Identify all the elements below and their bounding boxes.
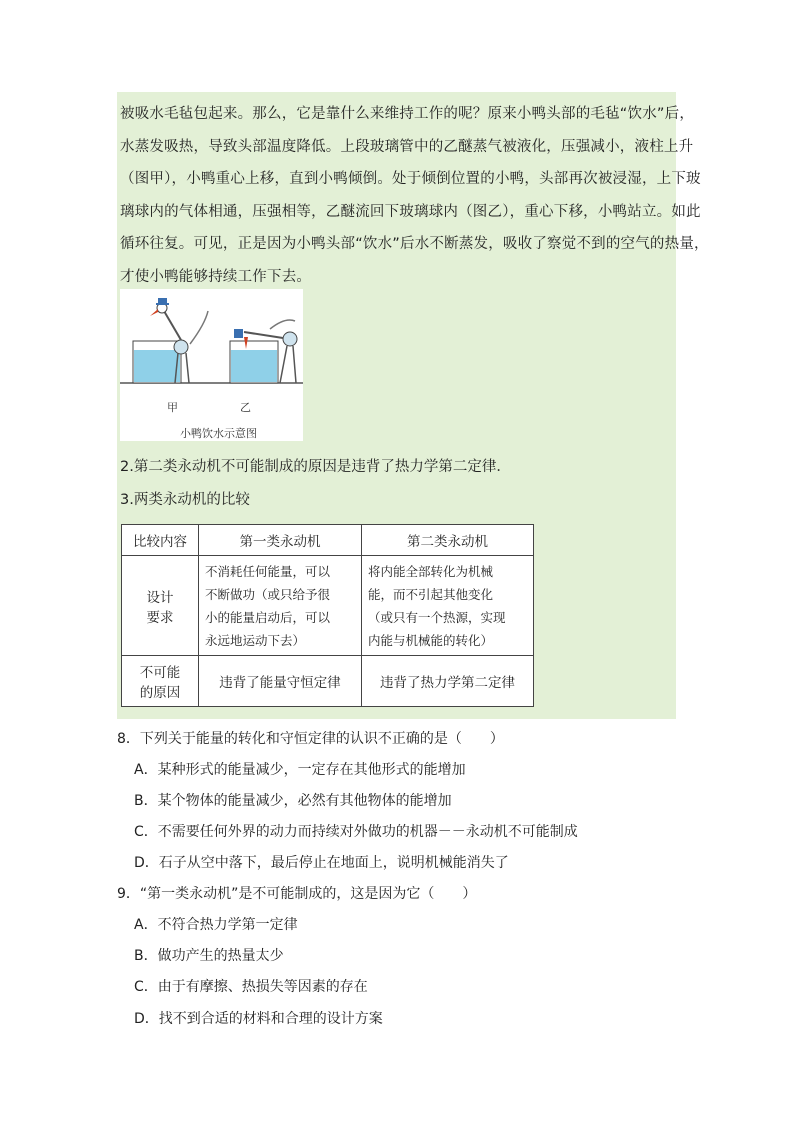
question-8-option-b: B．某个物体的能量减少，必然有其他物体的能增加 [134,793,452,809]
question-8-option-c: C．不需要任何外界的动力而持续对外做功的机器－－永动机不可能制成 [134,824,578,840]
paragraph-line: 循环往复。可见，正是因为小鸭头部“饮水”后水不断蒸发，吸收了察觉不到的空气的热量， [120,236,709,252]
table-header-cell: 第一类永动机 [199,525,362,556]
row-label-line: 要求 [146,609,174,626]
question-8-stem: 8．下列关于能量的转化和守恒定律的认识不正确的是（ ） [117,731,504,747]
row-label-line: 不可能 [139,665,181,681]
cell-line: 不消耗任何能量，可以 [205,563,331,579]
drinking-bird-illustration [120,289,303,441]
question-9-option-a: A．不符合热力学第一定律 [134,917,298,933]
question-8-option-a: A．某种形式的能量减少，一定存在其他形式的能增加 [134,762,466,778]
row-label-line: 设计 [146,589,174,606]
table-cell: 违背了热力学第二定律 [362,656,534,707]
cell-line: （或只有一个热源，实现 [368,609,506,625]
paragraph-line: 才使小鸭能够持续工作下去。 [120,268,312,285]
question-9-option-b: B．做功产生的热量太少 [134,948,284,964]
point-3: 3.两类永动机的比较 [120,492,250,508]
figure-label-jia: 甲 [167,401,178,414]
cell-line: 内能与机械能的转化） [368,632,494,648]
table-cell [199,556,362,656]
figure-caption: 小鸭饮水示意图 [180,427,257,440]
comparison-table [121,524,534,707]
cell-line: 将内能全部转化为机械 [368,563,494,579]
question-9-option-d: D．找不到合适的材料和合理的设计方案 [134,1011,383,1027]
cell-line: 永远地运动下去） [205,632,306,648]
table-header-cell: 比较内容 [122,525,199,556]
figure-label-yi: 乙 [240,401,251,414]
question-9-option-c: C．由于有摩擦、热损失等因素的存在 [134,979,368,995]
table-cell [362,556,534,656]
table-row-label [122,656,199,707]
point-2: 2.第二类永动机不可能制成的原因是违背了热力学第二定律． [120,459,511,475]
paragraph-line: （图甲），小鸭重心上移，直到小鸭倾倒。处于倾倒位置的小鸭，头部再次被浸湿，上下玻 [120,171,701,187]
table-row [122,556,534,656]
table-row [122,656,534,707]
paragraph-line: 水蒸发吸热，导致头部温度降低。上段玻璃管中的乙醚蒸气被液化，压强减小，液柱上升 [120,138,694,155]
table-cell: 违背了能量守恒定律 [199,656,362,707]
explanation-paragraph [120,98,709,293]
table-header-row [122,525,534,556]
paragraph-line: 璃球内的气体相通，压强相等，乙醚流回下玻璃球内（图乙），重心下移，小鸭站立。如此 [120,203,701,220]
drinking-bird-figure [120,289,303,441]
cell-line: 不断做功（或只给予很 [205,586,331,602]
table-row-label [122,556,199,656]
cell-line: 小的能量启动后，可以 [205,609,331,625]
cell-line: 能，而不引起其他变化 [368,586,494,602]
question-9-stem: 9．“第一类永动机”是不可能制成的，这是因为它（ ） [117,886,477,902]
question-8-option-d: D．石子从空中落下，最后停止在地面上，说明机械能消失了 [134,855,509,871]
row-label-line: 的原因 [139,685,181,701]
table-header-cell: 第二类永动机 [362,525,534,556]
paragraph-line: 被吸水毛毡包起来。那么，它是靠什么来维持工作的呢？原来小鸭头部的毛毡“饮水”后， [120,106,695,122]
